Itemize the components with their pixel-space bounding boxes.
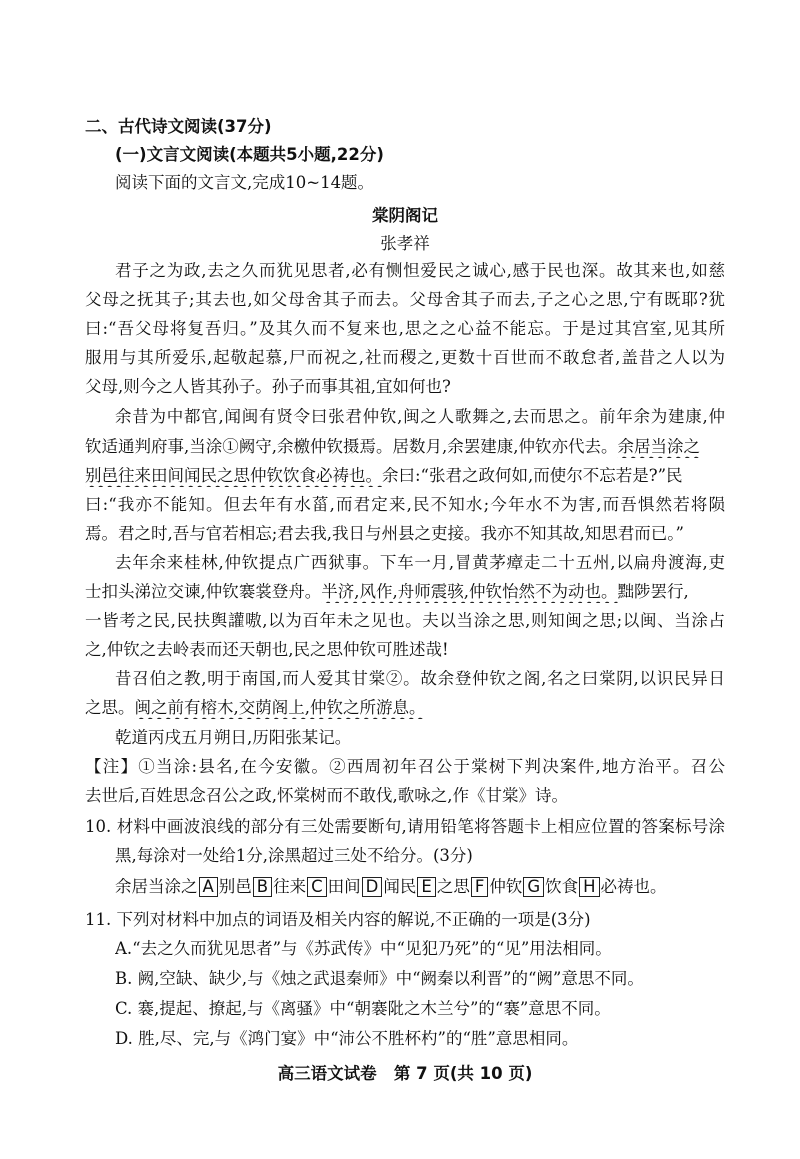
question-11-option-a[interactable]: A.“去之久而犹见思者”与《苏武传》中“见犯乃死”的“见”用法相同。 [115,939,612,958]
annotation-note: 去世后,百姓思念召公之政,怀棠树而不敢伐,歌咏之,作《甘棠》诗。 [85,786,568,805]
essay-line: 钦适通判府事,当涂①阙守,余檄仲钦摄焉。居数月,余罢建康,仲钦亦代去。余居当涂之 [85,437,700,456]
essay-line: 去年余来桂林,仲钦提点广西狱事。下车一月,冒黄茅瘴走二十五州,以扁舟渡海,吏 [115,553,725,572]
essay-line: 父母之抚其子;其去也,如父母舍其子而去。父母舍其子而去,子之心之思,宁有既耶?犹 [85,290,725,309]
annotation-note: 【注】①当涂:县名,在今安徽。②西周初年召公于棠树下判决案件,地方治平。召公 [85,757,725,776]
essay-line: 服用与其所爱乐,起敬起慕,尸而祝之,社而稷之,更数十百世而不敢怠者,盖昔之人以为 [85,348,725,367]
essay-line: 君子之为政,去之久而犹见思者,必有恻怛爱民之诚心,感于民也深。故其来也,如慈 [115,261,725,280]
answer-box-c[interactable]: C [307,877,327,897]
question-11-option-b[interactable]: B. 阙,空缺、缺少,与《烛之武退秦师》中“阙秦以利晋”的“阙”意思不同。 [115,969,644,988]
underlined-sentence: 闽之前有榕木,交荫阁上,仲钦之所游息。 [134,698,426,717]
wavy-underline-segment: 余居当涂之 [617,437,700,456]
subsection-title: (一)文言文阅读(本题共5小题,22分) [115,145,384,164]
essay-line: 士扣头涕泣交谏,仲钦褰裳登舟。半济,风作,舟师震骇,仲钦怡然不为动也。黜陟罢行, [85,582,689,601]
answer-box-g[interactable]: G [523,877,544,897]
essay-signature: 乾道丙戌五月朔日,历阳张某记。 [115,728,352,747]
answer-box-e[interactable]: E [417,877,435,897]
essay-line: 焉。君之时,吾与官若相忘;君去我,我日与州县之吏接。我亦不知其故,知思君而已。” [85,524,684,543]
essay-line: 昔召伯之教,明于南国,而人爱其甘棠②。故余登仲钦之阁,名之曰棠阴,以识民异日 [115,669,725,688]
section-title: 二、古代诗文阅读(37分) [85,117,272,136]
answer-box-a[interactable]: A [199,877,218,897]
essay-title: 棠阴阁记 [372,206,438,225]
answer-box-f[interactable]: F [471,877,489,897]
essay-line: 曰:“我亦不能知。但去年有水菑,而君定来,民不知水;今年水不为害,而吾惧然若将陨 [85,495,725,514]
answer-box-h[interactable]: H [579,877,599,897]
wavy-underline-segment: 别邑往来田间闻民之思仲钦饮食必祷也。 [85,466,382,485]
underlined-sentence: 半济,风作,舟师震骇,仲钦怡然不为动也。 [321,582,618,601]
question-11-stem: 11. 下列对材料中加点的词语及相关内容的解说,不正确的一项是(3分) [85,910,591,929]
question-11-option-d[interactable]: D. 胜,尽、完,与《鸿门宴》中“沛公不胜杯杓”的“胜”意思相同。 [115,1029,579,1048]
question-10-stem: 10. 材料中画波浪线的部分有三处需要断句,请用铅笔将答题卡上相应位置的答案标号涂 [85,817,725,836]
essay-line: 一皆考之民,民扶舆讙嗷,以为百年未之见也。夫以当涂之思,则知闽之思;以闽、当涂占 [85,611,725,630]
essay-line: 之思。闽之前有榕木,交荫阁上,仲钦之所游息。 [85,698,426,717]
essay-line: 之,仲钦之去岭表而还天朝也,民之思仲钦可胜述哉! [85,640,449,659]
instruction: 阅读下面的文言文,完成10~14题。 [115,173,375,192]
essay-line: 别邑往来田间闻民之思仲钦饮食必祷也。余曰:“张君之政何如,而使尔不忘若是?”民 [85,466,683,485]
essay-author: 张孝祥 [380,234,430,253]
answer-box-b[interactable]: B [253,877,272,897]
question-11-option-c[interactable]: C. 褰,提起、撩起,与《离骚》中“朝褰阰之木兰兮”的“褰”意思不同。 [115,999,611,1018]
essay-line: 父母,则今之人皆其孙子。孙子而事其祖,宜如何也? [85,377,451,396]
question-10-answer-options: 余居当涂之 A 别邑 B 往来 C 田间 D 闻民 E 之思 F 仲钦 G 饮食 H 必祷也。 [115,877,667,896]
page-footer: 高三语文试卷 第 7 页(共 10 页) [277,1064,533,1083]
answer-box-d[interactable]: D [362,877,383,897]
question-10-stem: 黑,每涂对一处给1分,涂黑超过三处不给分。(3分) [115,846,473,865]
essay-line: 余昔为中都官,闻闽有贤令曰张君仲钦,闽之人歌舞之,去而思之。前年余为建康,仲 [115,407,725,426]
essay-line: 曰:“吾父母将复吾归。”及其久而不复来也,思之之心益不能忘。于是过其宫室,见其所 [85,319,725,338]
